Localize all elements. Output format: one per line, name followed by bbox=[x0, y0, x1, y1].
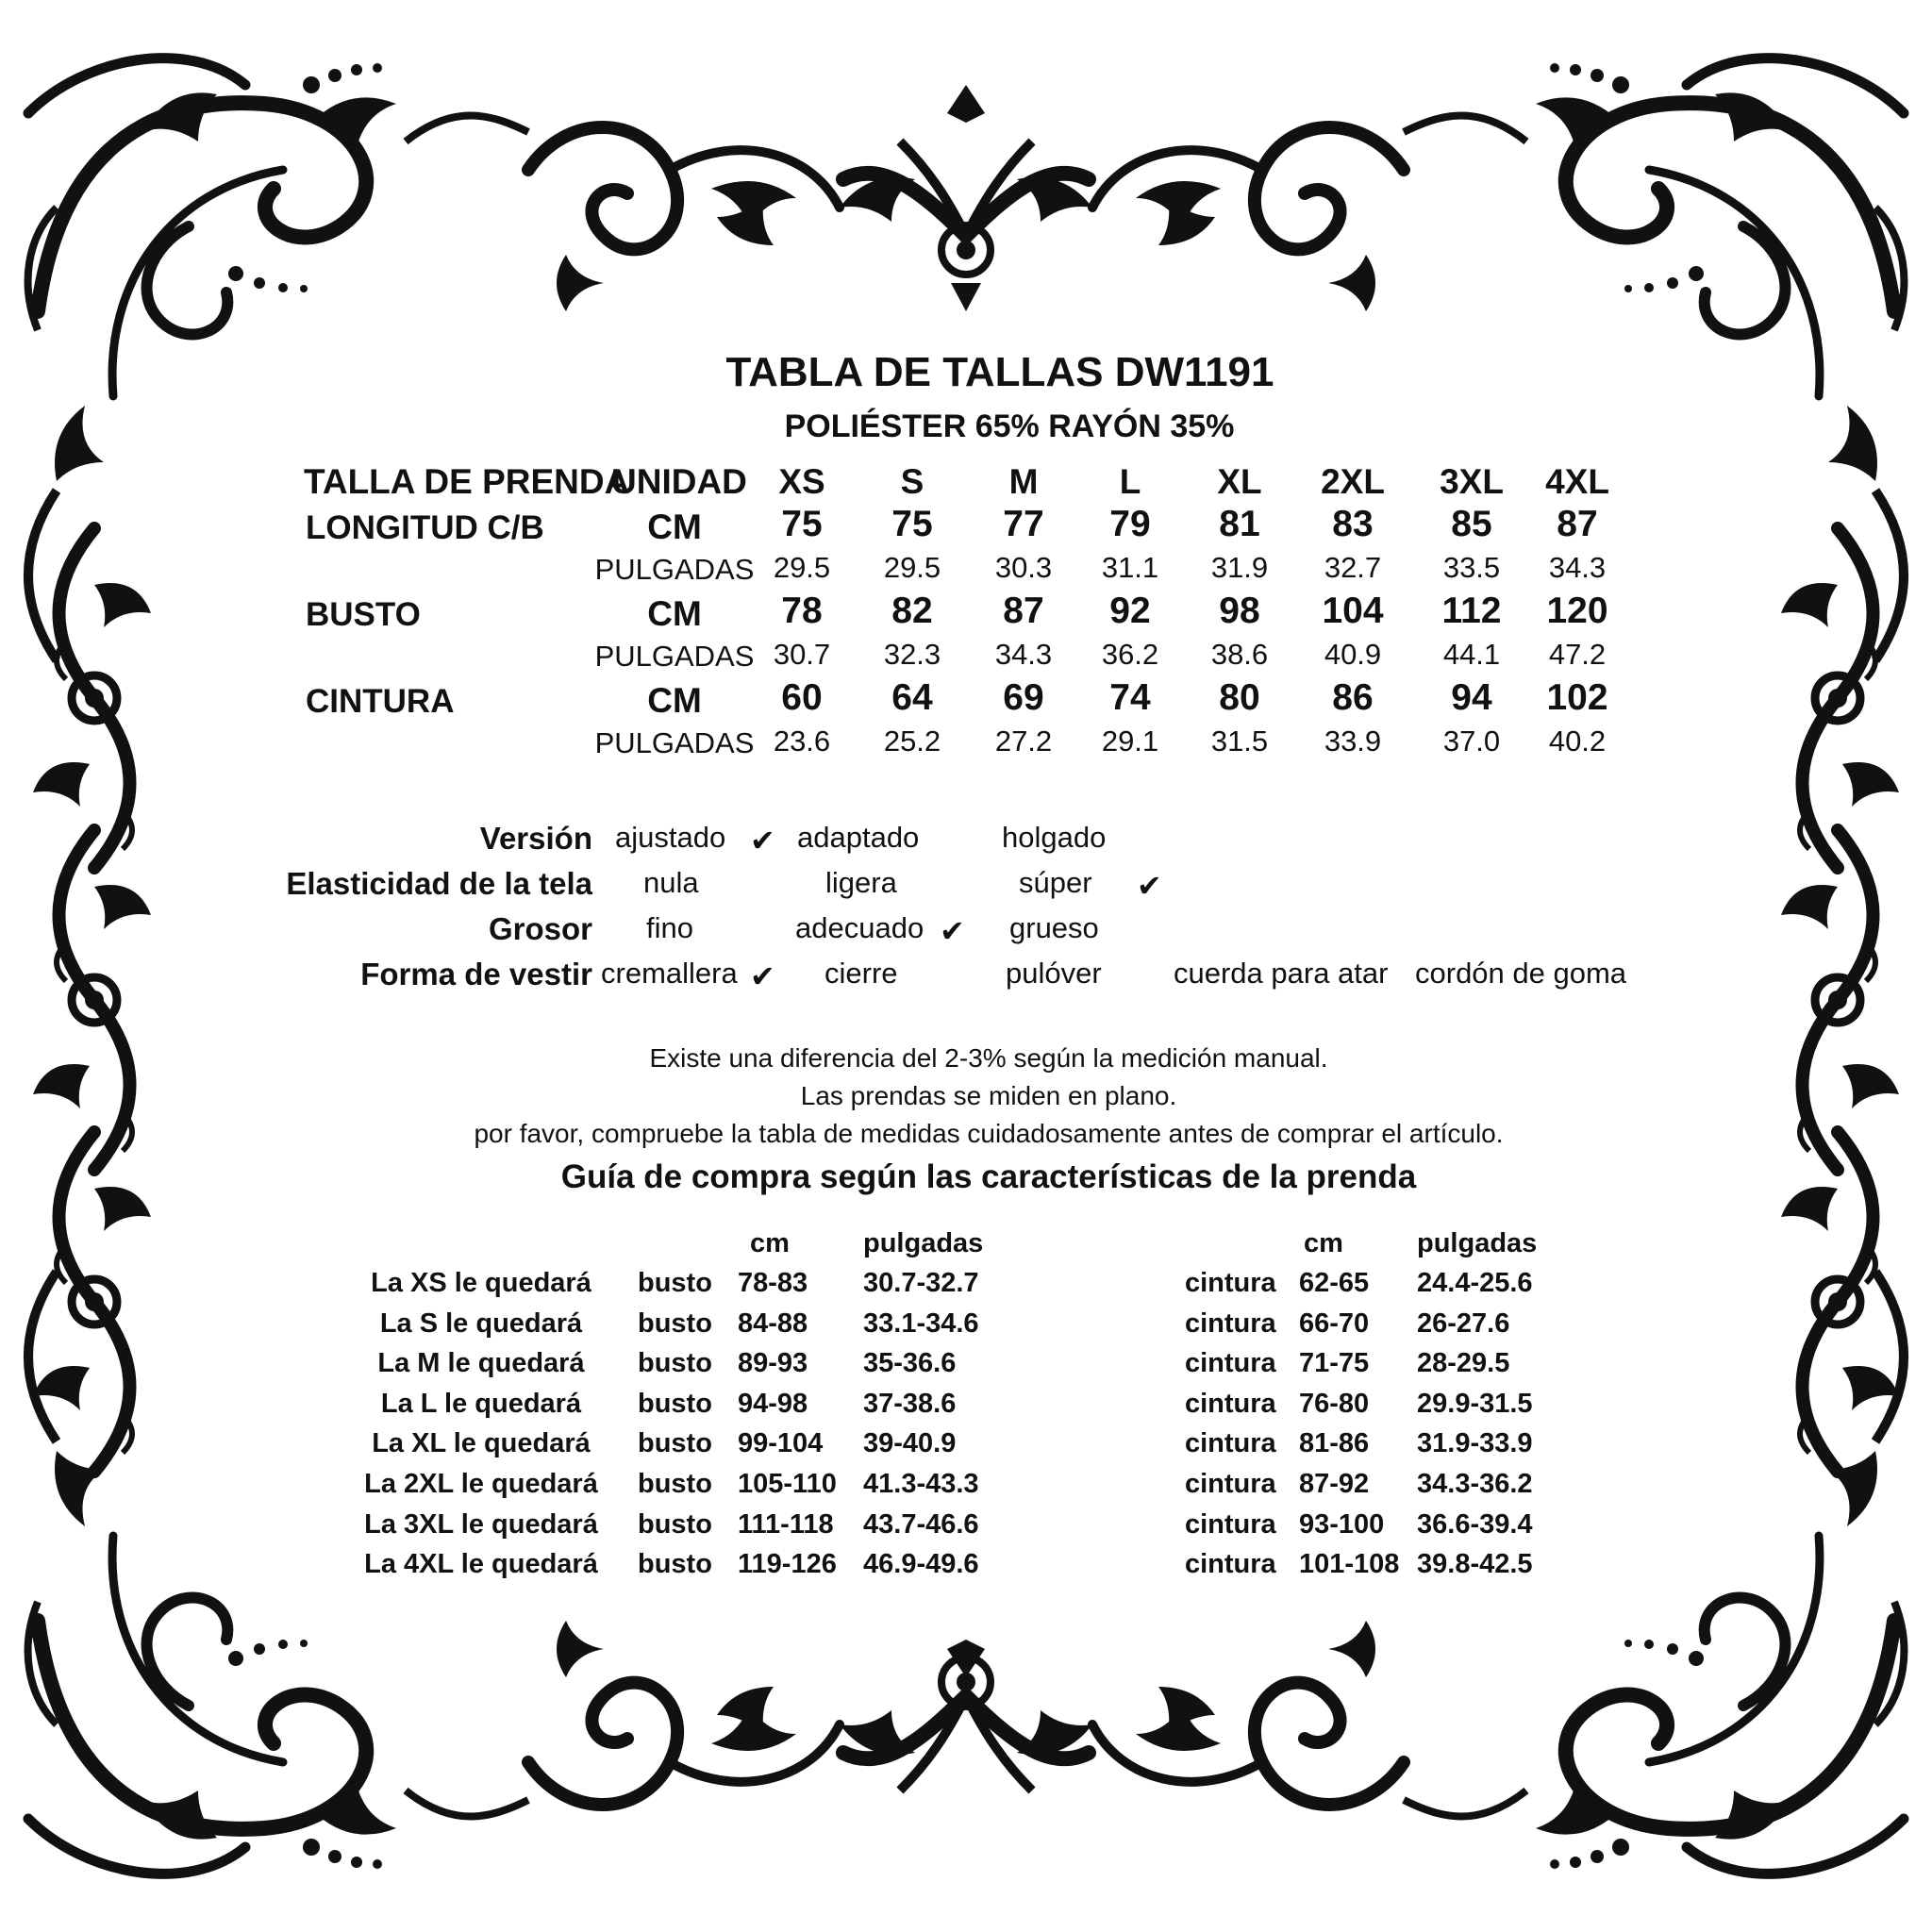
cell-cm-value: 81 bbox=[1219, 504, 1260, 544]
cell-inch-value: 33.5 bbox=[1442, 551, 1501, 584]
cell-cm-value: 87 bbox=[1003, 591, 1044, 631]
guide-waist-label: cintura bbox=[1185, 1509, 1276, 1540]
guide-bust-cm: 99-104 bbox=[738, 1428, 824, 1458]
cell-inch-value: 29.5 bbox=[883, 551, 941, 584]
cell-cm-value: 75 bbox=[781, 504, 823, 544]
checkmark-icon: ✔ bbox=[750, 959, 775, 993]
guide-bust-label: busto bbox=[638, 1268, 712, 1298]
attribute-option: holgado bbox=[1002, 821, 1107, 854]
cell-cm-value: 69 bbox=[1003, 677, 1044, 718]
cell-inch-value: 31.5 bbox=[1210, 724, 1269, 758]
guide-waist-inch: 39.8-42.5 bbox=[1417, 1549, 1533, 1579]
guide-bust-label: busto bbox=[638, 1428, 712, 1458]
attribute-label: Elasticidad de la tela bbox=[286, 866, 592, 901]
cell-cm-value: 64 bbox=[891, 677, 933, 718]
cell-cm-value: 104 bbox=[1322, 591, 1384, 631]
size-column-header: XS bbox=[778, 462, 825, 501]
material-composition: POLIÉSTER 65% RAYÓN 35% bbox=[784, 408, 1235, 444]
guide-waist-cm: 81-86 bbox=[1299, 1428, 1370, 1458]
guide-size-label: La 2XL le quedará bbox=[364, 1469, 598, 1499]
cell-inch-value: 44.1 bbox=[1442, 638, 1501, 671]
size-column-header: 4XL bbox=[1545, 462, 1609, 501]
guide-waist-label: cintura bbox=[1185, 1549, 1276, 1579]
guide-bust-inch: 43.7-46.6 bbox=[863, 1509, 979, 1540]
guide-waist-cm: 71-75 bbox=[1299, 1348, 1370, 1378]
guide-bust-label: busto bbox=[638, 1348, 712, 1378]
cell-inch-value: 30.7 bbox=[773, 638, 831, 671]
size-column-header: M bbox=[1008, 462, 1039, 501]
guide-waist-in-header: pulgadas bbox=[1417, 1228, 1538, 1258]
guide-bust-inch: 37-38.6 bbox=[863, 1389, 957, 1419]
cell-cm-value: 60 bbox=[781, 677, 823, 718]
cell-inch-value: 32.3 bbox=[883, 638, 941, 671]
guide-waist-cm: 93-100 bbox=[1299, 1509, 1385, 1540]
cell-cm-value: 74 bbox=[1109, 677, 1151, 718]
guide-waist-cm: 66-70 bbox=[1299, 1308, 1370, 1339]
cell-cm-value: 77 bbox=[1003, 504, 1044, 544]
attribute-option: ligera bbox=[825, 866, 897, 899]
guide-bust-cm: 111-118 bbox=[738, 1509, 834, 1540]
guide-title: Guía de compra según las características de la prenda bbox=[560, 1158, 1417, 1195]
guide-waist-inch: 34.3-36.2 bbox=[1417, 1469, 1533, 1499]
cell-cm-value: 79 bbox=[1109, 504, 1151, 544]
guide-waist-label: cintura bbox=[1185, 1348, 1276, 1378]
attribute-option: pulóver bbox=[1006, 957, 1102, 990]
attribute-option: cordón de goma bbox=[1415, 957, 1627, 990]
cell-cm-value: 75 bbox=[891, 504, 933, 544]
guide-bust-in-header: pulgadas bbox=[863, 1228, 984, 1258]
cell-cm-value: 83 bbox=[1332, 504, 1374, 544]
cell-inch-value: 33.9 bbox=[1324, 724, 1382, 758]
measurement-label: CINTURA bbox=[306, 683, 455, 720]
guide-size-label: La S le quedará bbox=[379, 1308, 583, 1339]
guide-size-label: La XS le quedará bbox=[371, 1268, 591, 1298]
cell-inch-value: 27.2 bbox=[994, 724, 1053, 758]
guide-waist-label: cintura bbox=[1185, 1389, 1276, 1419]
guide-size-label: La L le quedará bbox=[380, 1389, 582, 1419]
guide-bust-cm: 119-126 bbox=[738, 1549, 837, 1579]
guide-waist-cm: 62-65 bbox=[1299, 1268, 1370, 1298]
guide-waist-inch: 26-27.6 bbox=[1417, 1308, 1510, 1339]
cell-inch-value: 34.3 bbox=[1548, 551, 1607, 584]
size-column-header: 2XL bbox=[1321, 462, 1385, 501]
measurement-label: LONGITUD C/B bbox=[306, 509, 544, 546]
guide-bust-inch: 33.1-34.6 bbox=[863, 1308, 979, 1339]
cell-cm-value: 80 bbox=[1219, 677, 1260, 718]
checkmark-icon: ✔ bbox=[750, 824, 775, 858]
guide-bust-inch: 35-36.6 bbox=[863, 1348, 957, 1378]
guide-waist-inch: 24.4-25.6 bbox=[1417, 1268, 1533, 1298]
size-column-header: 3XL bbox=[1440, 462, 1504, 501]
guide-waist-label: cintura bbox=[1185, 1428, 1276, 1458]
guide-bust-cm: 89-93 bbox=[738, 1348, 808, 1378]
cell-cm-value: 78 bbox=[781, 591, 823, 631]
unit-cm-label: CM bbox=[647, 681, 702, 720]
guide-size-label: La 3XL le quedará bbox=[364, 1509, 598, 1540]
guide-size-label: La XL le quedará bbox=[372, 1428, 591, 1458]
guide-waist-inch: 31.9-33.9 bbox=[1417, 1428, 1533, 1458]
cell-inch-value: 29.1 bbox=[1101, 724, 1159, 758]
cell-cm-value: 98 bbox=[1219, 591, 1260, 631]
attribute-option: adecuado bbox=[795, 911, 924, 944]
cell-inch-value: 38.6 bbox=[1210, 638, 1269, 671]
attribute-option: ajustado bbox=[615, 821, 726, 854]
guide-bust-cm: 94-98 bbox=[738, 1389, 808, 1419]
size-column-header: S bbox=[900, 462, 924, 501]
attribute-option: cuerda para atar bbox=[1174, 957, 1389, 990]
checkmark-icon: ✔ bbox=[1137, 869, 1162, 903]
attribute-option: nula bbox=[643, 866, 699, 899]
guide-bust-label: busto bbox=[638, 1469, 712, 1499]
cell-inch-value: 40.2 bbox=[1548, 724, 1607, 758]
cell-cm-value: 112 bbox=[1441, 591, 1502, 631]
attribute-option: cierre bbox=[824, 957, 898, 990]
cell-inch-value: 40.9 bbox=[1324, 638, 1382, 671]
cell-cm-value: 86 bbox=[1332, 677, 1374, 718]
cell-cm-value: 87 bbox=[1557, 504, 1598, 544]
guide-bust-label: busto bbox=[638, 1308, 712, 1339]
attribute-label: Grosor bbox=[488, 911, 592, 946]
cell-cm-value: 82 bbox=[891, 591, 933, 631]
note-flat-measure: Las prendas se miden en plano. bbox=[800, 1081, 1177, 1110]
guide-waist-inch: 36.6-39.4 bbox=[1417, 1509, 1533, 1540]
cell-inch-value: 32.7 bbox=[1324, 551, 1382, 584]
guide-bust-inch: 30.7-32.7 bbox=[863, 1268, 979, 1298]
unit-header-label: UNIDAD bbox=[611, 462, 747, 501]
unit-inch-label: PULGADAS bbox=[594, 553, 755, 586]
size-header-label: TALLA DE PRENDA bbox=[304, 462, 630, 501]
guide-waist-label: cintura bbox=[1185, 1308, 1276, 1339]
guide-size-label: La M le quedará bbox=[377, 1348, 585, 1378]
cell-inch-value: 23.6 bbox=[773, 724, 831, 758]
guide-bust-cm: 105-110 bbox=[738, 1469, 837, 1499]
size-column-header: XL bbox=[1217, 462, 1262, 501]
attribute-label: Forma de vestir bbox=[360, 957, 592, 991]
page-title: TABLA DE TALLAS DW1191 bbox=[725, 349, 1274, 395]
cell-inch-value: 47.2 bbox=[1548, 638, 1607, 671]
attribute-label: Versión bbox=[479, 821, 592, 856]
cell-inch-value: 36.2 bbox=[1101, 638, 1159, 671]
guide-bust-cm-header: cm bbox=[750, 1228, 790, 1258]
guide-bust-inch: 39-40.9 bbox=[863, 1428, 957, 1458]
guide-waist-label: cintura bbox=[1185, 1469, 1276, 1499]
measurement-label: BUSTO bbox=[306, 596, 421, 633]
unit-cm-label: CM bbox=[647, 594, 702, 633]
unit-inch-label: PULGADAS bbox=[594, 640, 755, 673]
attribute-option: cremallera bbox=[601, 957, 738, 990]
guide-waist-cm: 87-92 bbox=[1299, 1469, 1370, 1499]
note-measurement-difference: Existe una diferencia del 2-3% según la medición manual. bbox=[649, 1043, 1328, 1073]
note-check-chart: por favor, compruebe la tabla de medidas cuidadosamente antes de comprar el artículo. bbox=[474, 1119, 1504, 1148]
cell-inch-value: 25.2 bbox=[883, 724, 941, 758]
cell-inch-value: 30.3 bbox=[994, 551, 1053, 584]
attribute-option: súper bbox=[1019, 866, 1092, 899]
guide-bust-cm: 84-88 bbox=[738, 1308, 808, 1339]
cell-cm-value: 94 bbox=[1451, 677, 1492, 718]
guide-waist-cm-header: cm bbox=[1304, 1228, 1343, 1258]
cell-inch-value: 34.3 bbox=[994, 638, 1053, 671]
guide-bust-label: busto bbox=[638, 1389, 712, 1419]
size-column-header: L bbox=[1119, 462, 1141, 501]
attribute-option: fino bbox=[646, 911, 693, 944]
guide-waist-cm: 101-108 bbox=[1299, 1549, 1400, 1579]
guide-bust-label: busto bbox=[638, 1509, 712, 1540]
cell-inch-value: 31.1 bbox=[1101, 551, 1159, 584]
cell-cm-value: 85 bbox=[1451, 504, 1492, 544]
guide-waist-label: cintura bbox=[1185, 1268, 1276, 1298]
guide-bust-inch: 41.3-43.3 bbox=[863, 1469, 979, 1499]
cell-inch-value: 37.0 bbox=[1442, 724, 1501, 758]
guide-waist-inch: 28-29.5 bbox=[1417, 1348, 1510, 1378]
unit-cm-label: CM bbox=[647, 508, 702, 546]
cell-cm-value: 120 bbox=[1546, 591, 1608, 631]
guide-bust-inch: 46.9-49.6 bbox=[863, 1549, 979, 1579]
checkmark-icon: ✔ bbox=[940, 914, 965, 948]
guide-waist-inch: 29.9-31.5 bbox=[1417, 1389, 1533, 1419]
guide-bust-label: busto bbox=[638, 1549, 712, 1579]
guide-waist-cm: 76-80 bbox=[1299, 1389, 1370, 1419]
cell-cm-value: 102 bbox=[1546, 677, 1608, 718]
guide-size-label: La 4XL le quedará bbox=[364, 1549, 598, 1579]
attribute-option: adaptado bbox=[797, 821, 920, 854]
guide-bust-cm: 78-83 bbox=[738, 1268, 808, 1298]
cell-inch-value: 31.9 bbox=[1210, 551, 1269, 584]
cell-cm-value: 92 bbox=[1109, 591, 1151, 631]
attribute-option: grueso bbox=[1009, 911, 1099, 944]
cell-inch-value: 29.5 bbox=[773, 551, 831, 584]
unit-inch-label: PULGADAS bbox=[594, 726, 755, 759]
